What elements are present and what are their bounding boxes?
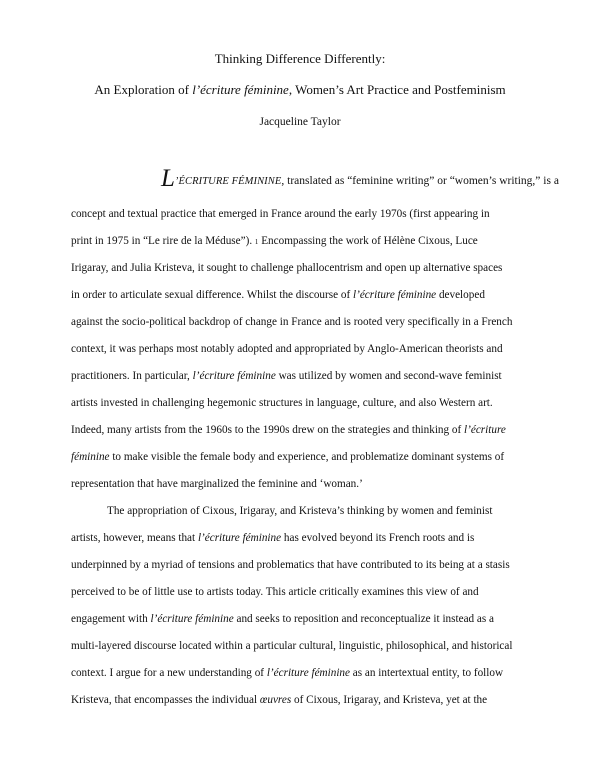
body-line — [71, 288, 485, 302]
body-line: perceived to be of little use to artists today. This article critically examines this view of and — [71, 586, 479, 598]
body-line: The appropriation of Cixous, Irigaray, and Kristeva’s thinking by women and feminist — [107, 505, 493, 517]
body-line — [71, 666, 503, 680]
text-run: of Cixous, Irigaray, and Kristeva, yet at the — [291, 694, 488, 706]
text-run: was utilized by women and second-wave feminist — [275, 370, 502, 382]
text-run: engagement with — [71, 613, 151, 625]
body-line: multi-layered discourse located within a particular cultural, linguistic, philosophical, and historical — [71, 640, 513, 652]
text-run: Indeed, many artists from the 1960s to the 1990s drew on the strategies and thinking of — [71, 424, 465, 436]
body-line: underpinned by a myriad of tensions and problematics that have contributed to its being at a stasis — [71, 559, 510, 571]
text-run: Kristeva, that encompasses the individual — [71, 694, 260, 706]
body-line — [71, 450, 504, 464]
italic-term: l’écriture — [464, 424, 506, 436]
body-line — [71, 423, 506, 437]
body-line — [71, 234, 478, 249]
text-run: Encompassing the work of Hélène Cixous, Luce — [258, 235, 478, 247]
text-run: developed — [436, 289, 485, 301]
opening-line — [161, 165, 559, 193]
body-line: against the socio-political backdrop of change in France and is rooted very specifically in a French — [71, 316, 513, 328]
body-line — [71, 612, 494, 626]
text-run: practitioners. In particular, — [71, 370, 193, 382]
body-line: concept and textual practice that emerged in France around the early 1970s (first appearing in — [71, 208, 490, 220]
author-name: Jacqueline Taylor — [259, 116, 341, 128]
italic-term: l’écriture féminine — [192, 370, 276, 382]
italic-term: œuvres — [259, 694, 292, 706]
title-line-2 — [0, 82, 600, 98]
drop-cap: L — [161, 165, 175, 192]
title-italic: l’écriture féminine — [192, 82, 289, 97]
body-line — [71, 693, 487, 707]
body-line: representation that have marginalized the feminine and ‘woman.’ — [71, 478, 363, 490]
title-text: An Exploration of — [94, 82, 193, 97]
text-run: and seeks to reposition and reconceptualize it instead as a — [233, 613, 495, 625]
body-line: artists invested in challenging hegemonic structures in language, culture, and also Western art. — [71, 397, 493, 409]
text-run: print in 1975 in “Le rire de la Méduse”). — [71, 235, 255, 247]
italic-term: féminine — [71, 451, 110, 463]
italic-term: l’écriture féminine — [266, 667, 350, 679]
italic-term: l’écriture féminine — [150, 613, 234, 625]
body-line: Irigaray, and Julia Kristeva, it sought to challenge phallocentrism and open up alternative spaces — [71, 262, 503, 274]
italic-term: l’écriture féminine — [197, 532, 282, 544]
title-text: , Women’s Art Practice and Postfeminism — [288, 82, 506, 97]
text-run: context. I argue for a new understanding of — [71, 667, 267, 679]
body-line: context, it was perhaps most notably adopted and appropriated by Anglo-American theorists and — [71, 343, 503, 355]
text-run: artists, however, means that — [71, 532, 198, 544]
footnote-marker[interactable]: 1 — [254, 238, 259, 246]
opening-smallcaps: ’ÉCRITURE FÉMININE — [174, 176, 282, 187]
title-line-1: Thinking Difference Differently: — [214, 51, 386, 66]
text-run: in order to articulate sexual difference. Whilst the discourse of — [71, 289, 353, 301]
opening-text: , translated as “feminine writing” or “women’s writing,” is a — [281, 175, 559, 187]
body-line — [71, 369, 502, 383]
body-line — [71, 531, 474, 545]
text-run: has evolved beyond its French roots and is — [281, 532, 475, 544]
italic-term: l’écriture féminine — [352, 289, 437, 301]
text-run: to make visible the female body and experience, and problematize dominant systems of — [109, 451, 505, 463]
text-run: as an intertextual entity, to follow — [349, 667, 504, 679]
